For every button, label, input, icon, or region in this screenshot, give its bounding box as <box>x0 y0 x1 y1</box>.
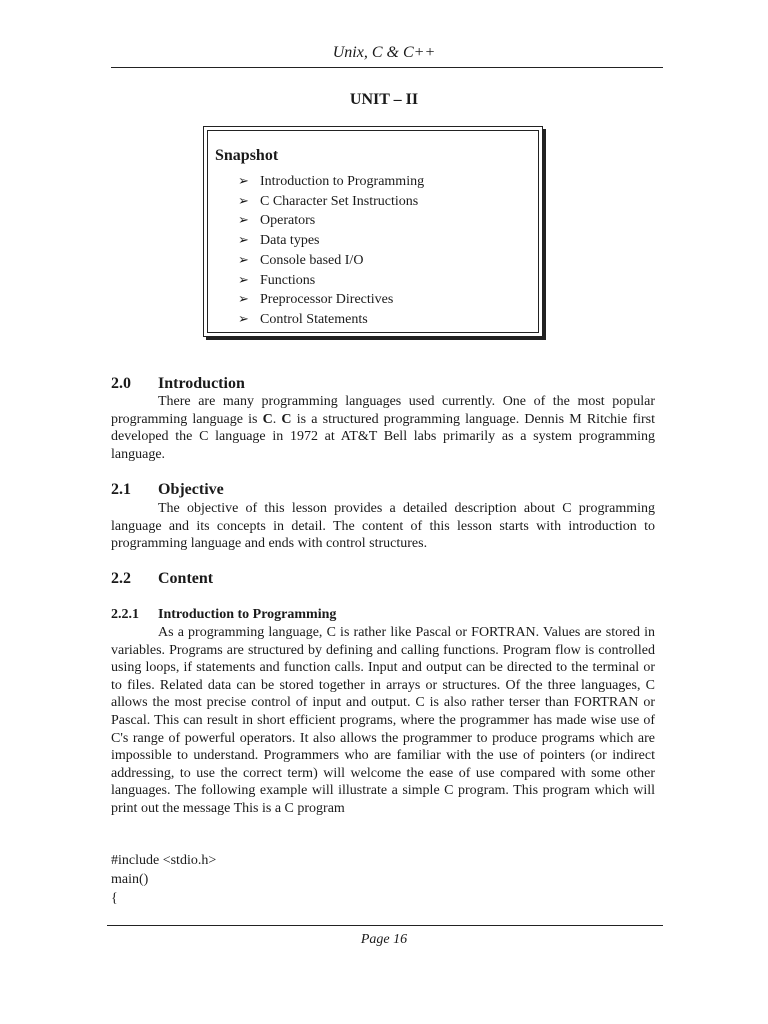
unit-title: UNIT – II <box>349 91 419 108</box>
snapshot-list <box>238 172 424 330</box>
paragraph-text: . <box>272 411 282 427</box>
emphasis-c: C <box>262 411 273 427</box>
intro-programming-paragraph: As a programming language, C is rather like Pascal or FORTRAN. Values are stored in variables. Programs are structured by defining and calling functions. Program flow is controlled using loops, if statements and function calls. Input and output can be directed to the terminal or to files. Related data can be stored together in arrays or structures. Of the three languages, C allows the most precise control of input and output. C is also rather terser than FORTRAN or Pascal. This can result in short efficient programs, where the programmer has made wise use of C's range of powerful operators. It also allows the programmer to produce programs which are impossible to understand. Programmers who are familiar with the use of pointers (or indirect addressing, to use the correct term) will welcome the ease of use compared with some other languages. The following example will illustrate a simple C program. This program which will print out the message This is a C program <box>111 625 655 816</box>
list-item-text: Introduction to Programming <box>260 174 425 189</box>
paragraph-text: There are many programming languages used currently. One of the most popular programming language is <box>111 394 655 427</box>
section-heading-content <box>111 570 213 588</box>
arrow-bullet-icon: ➢ <box>238 271 249 287</box>
section-title: Content <box>158 570 214 587</box>
list-item <box>238 211 424 231</box>
section-heading-objective <box>111 481 224 499</box>
objective-paragraph: The objective of this lesson provides a detailed description about C programming language and its concepts in detail. The content of this lesson starts with introduction to programming language and ends with control structures. <box>111 501 655 552</box>
section-number: 2.2 <box>111 570 131 587</box>
code-sample <box>111 851 216 908</box>
list-item <box>238 251 424 271</box>
header-rule <box>111 67 663 68</box>
list-item <box>238 271 424 291</box>
list-item-text: Operators <box>260 213 316 229</box>
arrow-bullet-icon: ➢ <box>238 232 249 248</box>
snapshot-box <box>203 126 543 337</box>
snapshot-heading: Snapshot <box>215 147 279 164</box>
page-number: Page 16 <box>360 932 408 947</box>
list-item-text: Functions <box>260 272 316 288</box>
code-line: #include <stdio.h> <box>111 853 217 868</box>
arrow-bullet-icon: ➢ <box>238 291 249 307</box>
subsection-title: Introduction to Programming <box>158 607 337 622</box>
code-line: main() <box>111 872 149 887</box>
list-item-text: Console based I/O <box>260 252 364 268</box>
list-item-text: Data types <box>260 233 320 249</box>
list-item <box>238 192 424 212</box>
list-item-text: C Character Set Instructions <box>260 193 419 209</box>
arrow-bullet-icon: ➢ <box>238 173 249 188</box>
arrow-bullet-icon: ➢ <box>238 251 249 267</box>
emphasis-c: C <box>281 411 292 427</box>
list-item <box>238 172 424 192</box>
section-title: Objective <box>158 481 224 498</box>
introduction-paragraph <box>111 393 655 463</box>
section-title: Introduction <box>158 375 245 392</box>
list-item-text: Preprocessor Directives <box>260 292 394 308</box>
subsection-heading-intro-programming <box>111 607 336 623</box>
footer-rule <box>107 925 663 926</box>
list-item <box>238 231 424 251</box>
code-line: { <box>111 891 118 906</box>
arrow-bullet-icon: ➢ <box>238 212 249 228</box>
section-number: 2.1 <box>111 481 131 498</box>
arrow-bullet-icon: ➢ <box>238 310 249 326</box>
arrow-bullet-icon: ➢ <box>238 192 249 208</box>
running-header: Unix, C & C++ <box>332 44 436 61</box>
section-heading-introduction <box>111 375 245 393</box>
paragraph-text: is a structured programming language. Dennis M Ritchie first developed the C language in 1972 at AT&T Bell labs primarily as a system programming language. <box>111 411 656 462</box>
list-item-text: Control Statements <box>260 311 368 327</box>
list-item <box>238 290 424 310</box>
subsection-number: 2.2.1 <box>111 607 139 622</box>
list-item <box>238 310 424 330</box>
section-number: 2.0 <box>111 375 131 392</box>
